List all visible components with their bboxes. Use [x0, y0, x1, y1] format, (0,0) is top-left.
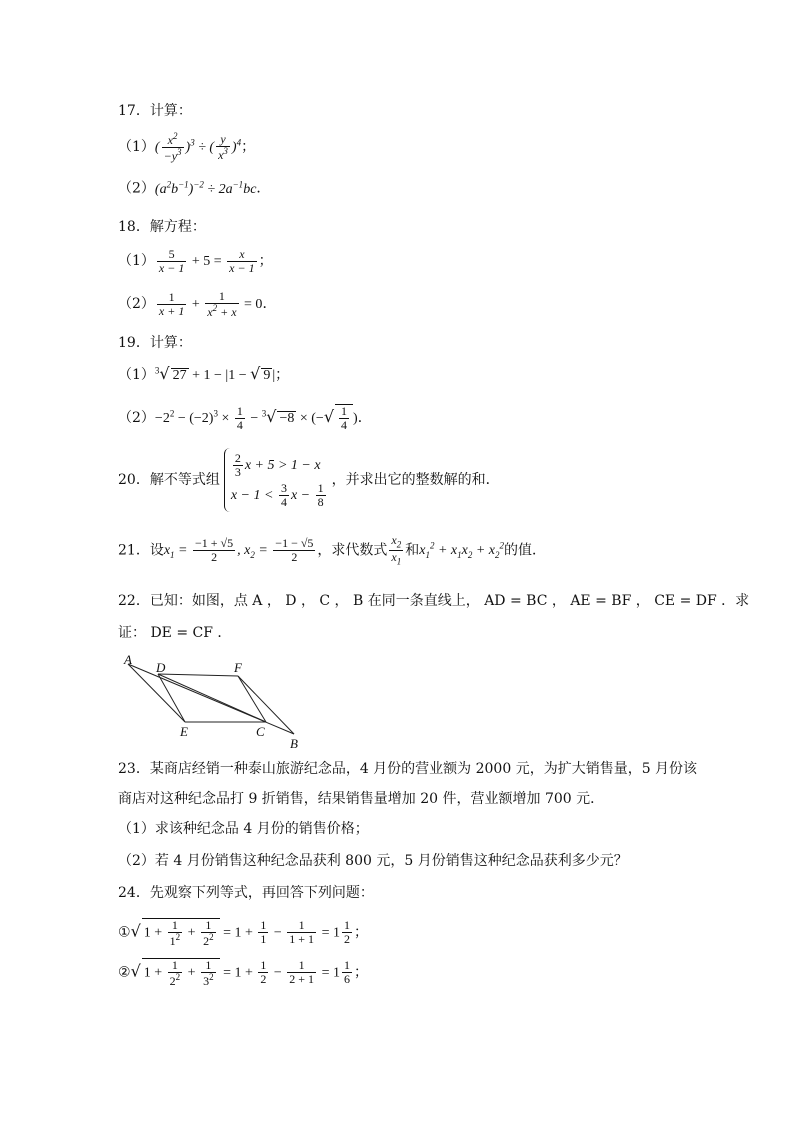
q23-line2: 商店对这种纪念品打 9 折销售，结果销售量增加 20 件，营业额增加 700 元． — [118, 791, 605, 807]
q21: 21．设$x_1$ = $\frac{-1 + √5}{2}$ , $x_2$ = $\frac{-1 - √5}{2}$ ，求代数式 $\frac{x_2}{x_1}$ 和$x_1^2 + x_1x_2 + x_2^2$的值． — [118, 533, 547, 567]
label-d: D — [156, 660, 166, 675]
line-ab — [128, 664, 294, 734]
q23-sub2: （2）若 4 月份销售这种纪念品获利 800 元，5 月份销售这种纪念品获利多少元？ — [118, 853, 628, 869]
q17-part2: $(2)(a^2b^{-1})^{-2} \div 2a^{-1}bc$． — [118, 179, 271, 197]
label-e: E — [180, 724, 188, 739]
q19-part1: $(1)^3√$ 27 + 1 − |1 − √ 9 |； — [118, 364, 290, 383]
label-c: C — [256, 724, 265, 739]
q24-eq2: ②√ 1 + $\frac{1}{2^2}$ + $\frac{1}{3^2}$ = 1 + $\frac{1}{2}$ − $\frac{1}{2 + 1}$ = 1 $\frac{1}{6}$ ； — [118, 958, 368, 988]
q23-line1: 23．某商店经销一种泰山旅游纪念品，4 月份的营业额为 2000 元，为扩大销售量，5 月份该 — [118, 761, 698, 777]
q17-title: 17．计算： — [118, 103, 192, 119]
segment-df — [158, 674, 238, 676]
segment-fc — [238, 676, 266, 722]
label-b: B — [290, 736, 298, 751]
q24-eq1: ①√ 1 + $\frac{1}{1^2}$ + $\frac{1}{2^2}$ = 1 + $\frac{1}{1}$ − $\frac{1}{1 + 1}$ = 1 $\frac{1}{2}$ ； — [118, 918, 368, 948]
q20: 20．解不等式组 $\frac{2}{3}$ x + 5 > 1 − x x − 1 < $\frac{3}{4}$ x − $\frac{1}{8}$ ，并求出它的整数解的和． — [118, 448, 500, 512]
q23-sub1: （1）求该种纪念品 4 月份的销售价格； — [118, 821, 369, 837]
segment-dc — [158, 674, 266, 722]
q19-title: 19．计算： — [118, 335, 192, 351]
q24-title: 24．先观察下列等式，再回答下列问题： — [118, 885, 374, 901]
inequality-system: $\frac{2}{3}$ x + 5 > 1 − x x − 1 < $\frac{3}{4}$ x − $\frac{1}{8}$ — [224, 448, 328, 512]
label-f: F — [234, 660, 242, 675]
q19-part2: $(2)-2^2 - (-2)^3$ × $\frac{1}{4}$ − $^3$√ −8 × (−√ $\frac{1}{4}$ )． — [118, 404, 372, 432]
q22-line1: 22．已知：如图，点 A ， D ， C ， B 在同一条直线上， AD = BC ， AE = BF ， CE = DF ．求 — [118, 593, 750, 609]
q18-part1: （1） $\frac{5}{x - 1}$ + 5 = $\frac{x}{x - 1}$ ； — [118, 247, 273, 275]
parallelogram-figure — [118, 652, 318, 752]
q18-title: 18．解方程： — [118, 219, 206, 235]
q22-line2: 证： DE = CF ． — [118, 625, 232, 641]
q17-part1: （1）( $\frac{x^2}{-y^3}$ )$^3$ ÷ ( $\frac{y}{x^3}$ )$^4$； — [118, 131, 256, 163]
label-a: A — [124, 652, 132, 667]
q18-part2: （2） $\frac{1}{x + 1}$ + $\frac{1}{x^2 + x}$ = 0． — [118, 289, 277, 319]
segment-fb — [238, 676, 294, 734]
